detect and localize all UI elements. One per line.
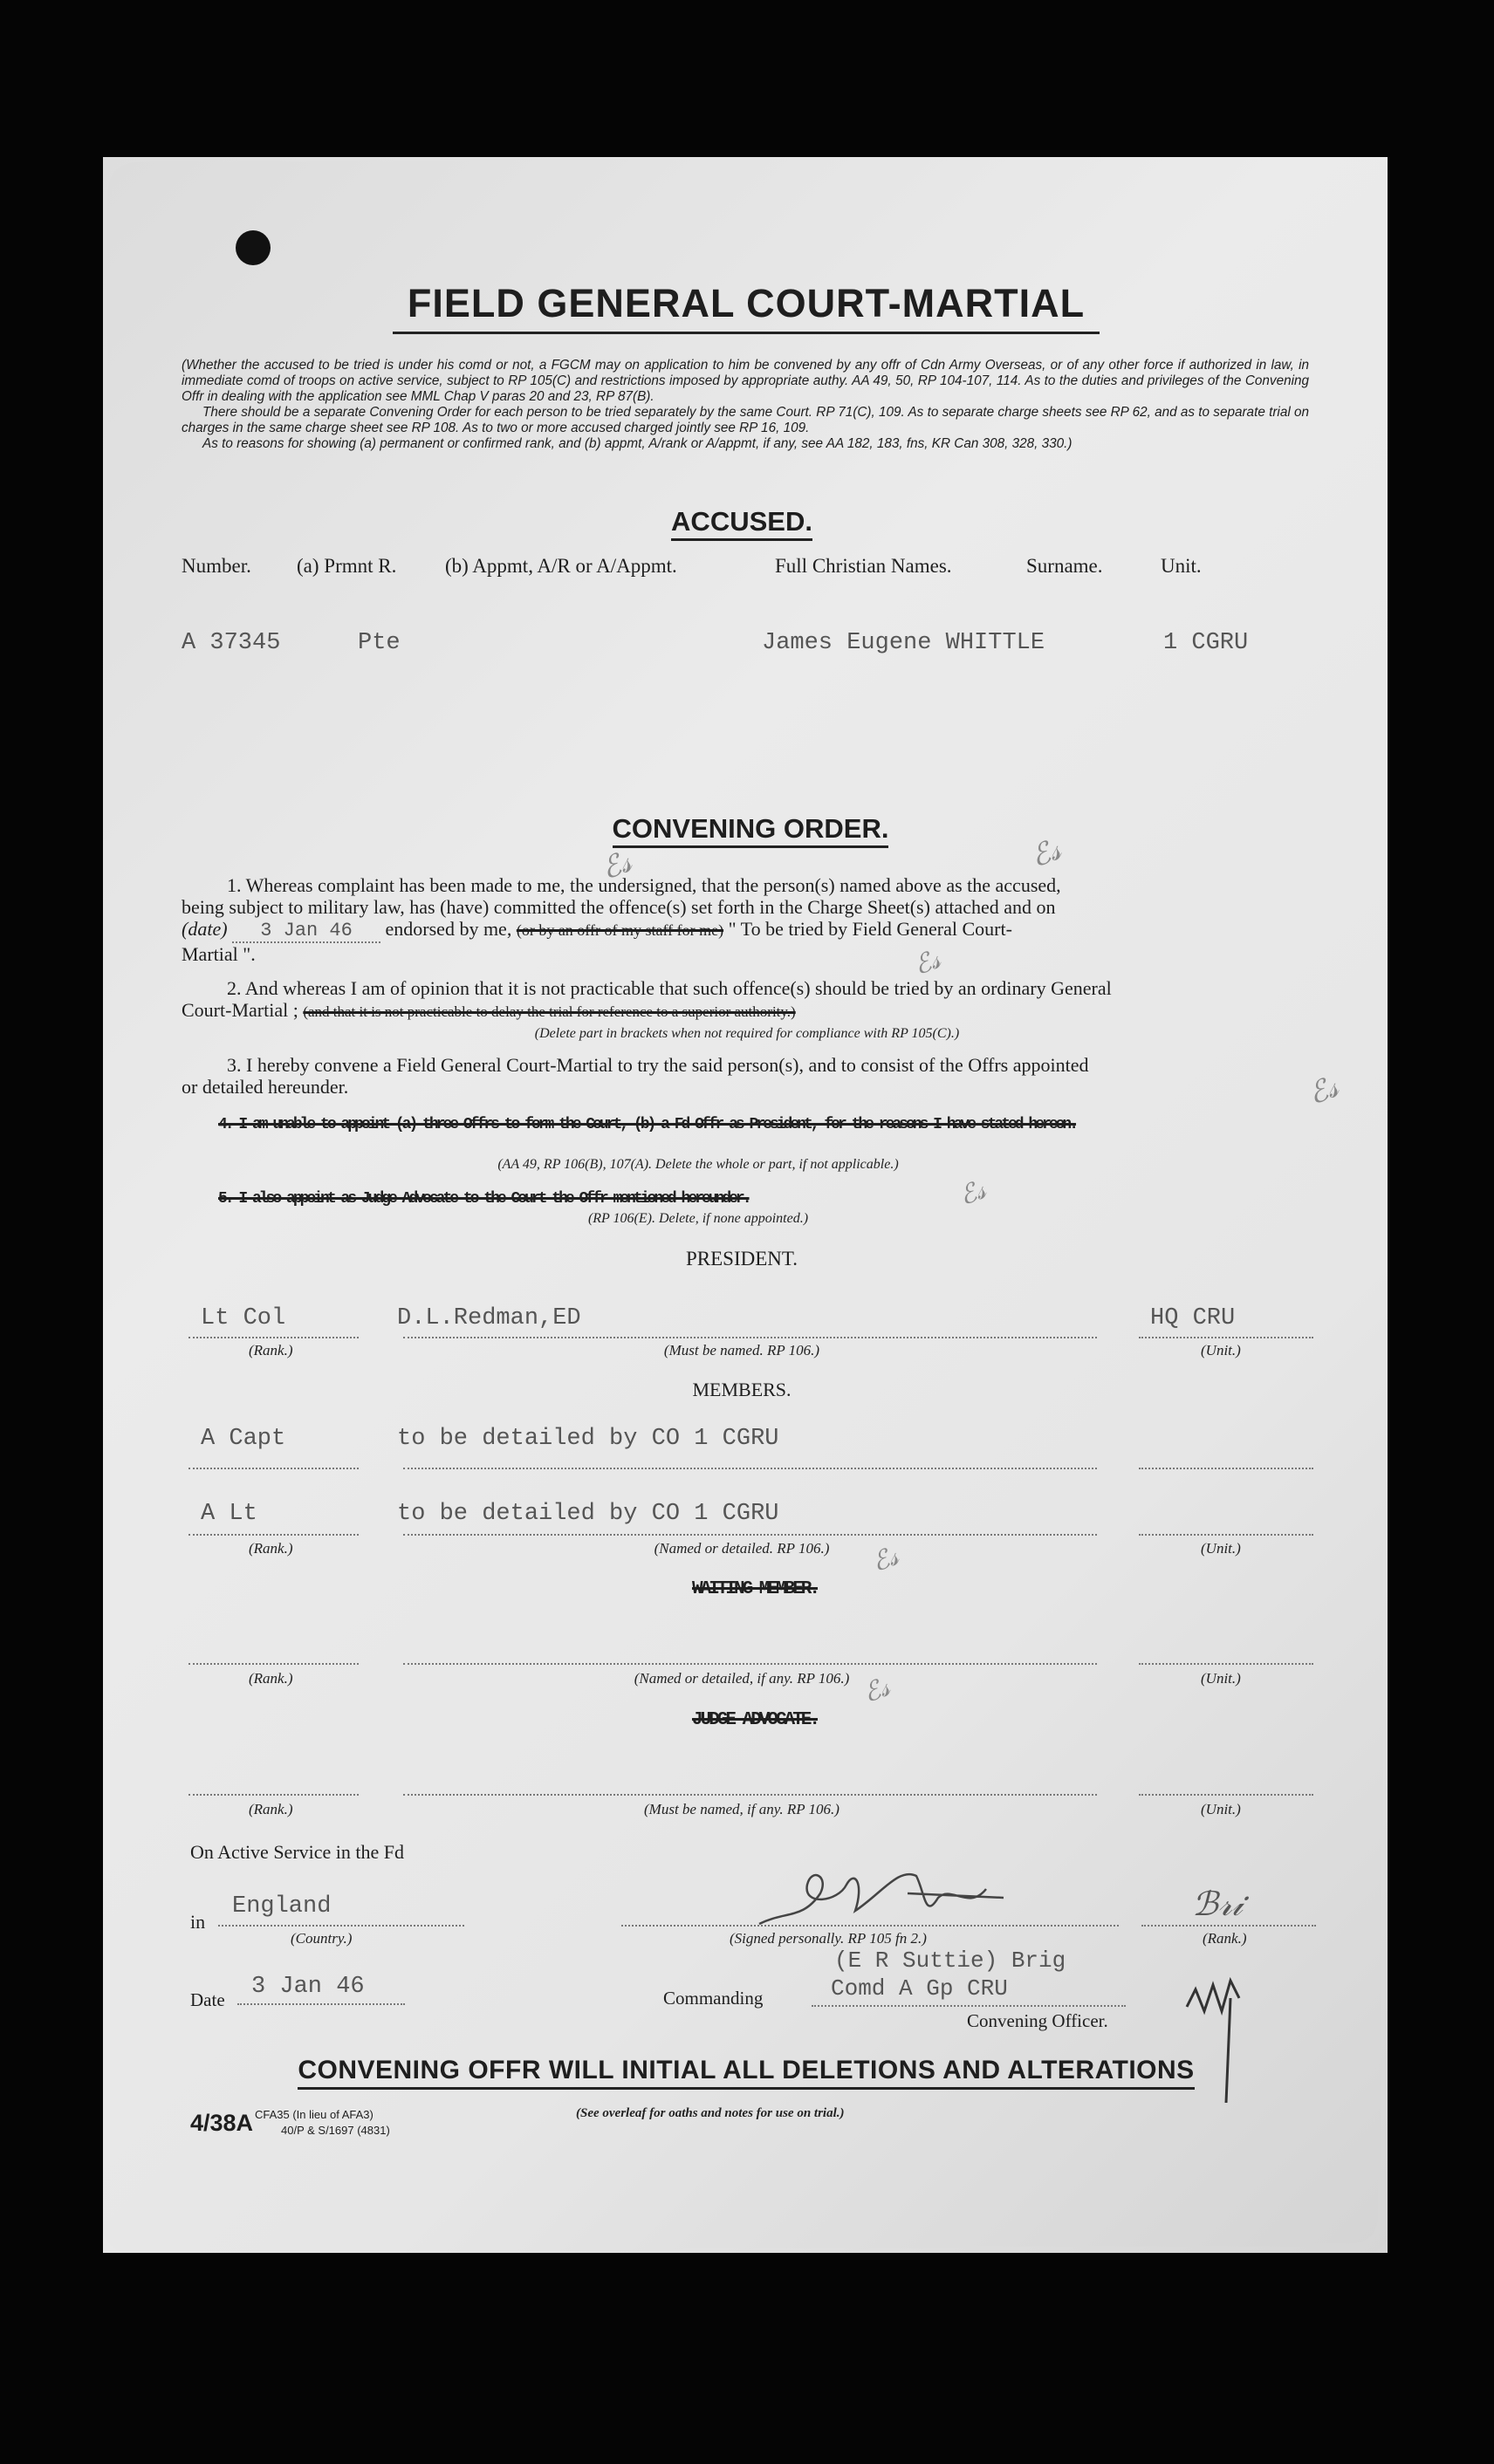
commanding-label: Commanding [663, 1988, 764, 2009]
p1-line-c [182, 918, 1312, 943]
initials-mark: ℰ𝓈 [597, 844, 636, 887]
col-christian-names: Full Christian Names. [775, 555, 952, 577]
judge-rank-line [188, 1794, 359, 1796]
instruction-1: (Whether the accused to be tried is under his comd or not, a FGCM may on application to him be convened by any offr of Cdn Army Overseas, or of any other force if authorized in law, in immediate comd of troops on active service, subject to RP 105(C) and restrictions imposed by appropriate authy. AA 49, 50, RP 104-107, 114. As to the duties and privileges of the Convening Offr in dealing with the application see MML Chap V paras 20 and 23, RP 87(B). [182, 358, 1309, 404]
form-title: FIELD GENERAL COURT-MARTIAL [407, 281, 1086, 325]
deletions-notice: CONVENING OFFR WILL INITIAL ALL DELETIONS AND ALTERATIONS [288, 2056, 1204, 2085]
judge-name-label: (Must be named, if any. RP 106.) [644, 1801, 840, 1817]
judge-unit-label: (Unit.) [1201, 1801, 1241, 1817]
waiting-unit-label: (Unit.) [1201, 1670, 1241, 1687]
rank-line [1141, 1925, 1316, 1927]
accused-column-headers [182, 555, 1316, 581]
waiting-unit-line [1139, 1663, 1313, 1665]
signed-label: (Signed personally. RP 105 fn 2.) [730, 1930, 927, 1947]
form-ref-1: CFA35 (In lieu of AFA3) [255, 2108, 374, 2121]
president-rank: Lt Col [201, 1305, 286, 1331]
initials-mark: ℰ𝓈 [867, 1541, 903, 1578]
member-1-rank: A Capt [201, 1426, 286, 1452]
endorsed-text: endorsed by me, [385, 918, 512, 940]
member-2-rank-line [188, 1534, 359, 1536]
members-name-label: (Named or detailed. RP 106.) [654, 1540, 830, 1557]
president-name-line [403, 1337, 1097, 1338]
paragraph-5-struck: 5. I also appoint as Judge Advocate to the Court the Offr mentioned hereunder. [218, 1190, 750, 1208]
instruction-3: As to reasons for showing (a) permanent or confirmed rank, and (b) appmt, A/rank or A/appmt, if any, see AA 182, 183, fns, KR Can 308, 328, 330.) [202, 436, 1073, 451]
active-service-text: On Active Service in the Fd [190, 1841, 405, 1863]
p2-line-a: 2. And whereas I am of opinion that it is not practicable that such offence(s) should be tried by an ordinary General [227, 977, 1112, 999]
order-date: 3 Jan 46 [251, 1974, 365, 2000]
signer-command: Comd A Gp CRU [831, 1975, 1008, 2002]
p2-line-b [182, 999, 1312, 1023]
date-label: Date [190, 1989, 225, 2010]
signer-name: (E R Suttie) Brig [834, 1947, 1066, 1974]
president-rank-label: (Rank.) [249, 1342, 293, 1359]
overleaf-note: (See overleaf for oaths and notes for use on trial.) [576, 2106, 845, 2120]
instructions [182, 358, 1309, 452]
member-2-unit-line [1139, 1534, 1313, 1536]
p3-line-b: or detailed hereunder. [182, 1076, 349, 1098]
commanding-line [812, 2005, 1126, 2007]
member-1-rank-line [188, 1468, 359, 1469]
initials-mark: ℰ𝓈 [859, 1672, 894, 1709]
waiting-name-line [403, 1663, 1097, 1665]
president-name-label: (Must be named. RP 106.) [663, 1342, 820, 1359]
accused-names: James Eugene WHITTLE [762, 630, 1045, 656]
member-2-name-line [403, 1534, 1097, 1536]
judge-unit-line [1139, 1794, 1313, 1796]
col-surname: Surname. [1026, 555, 1103, 577]
convening-heading: CONVENING ORDER. [541, 813, 960, 845]
accused-unit: 1 CGRU [1163, 630, 1249, 656]
p1-line-e: Martial ". [182, 943, 256, 965]
col-prmnt-rank: (a) Prmnt R. [297, 555, 397, 577]
members-heading: MEMBERS. [692, 1379, 792, 1400]
convening-paragraph-1 [182, 874, 1312, 965]
waiting-rank-line [188, 1663, 359, 1665]
judge-rank-label: (Rank.) [249, 1801, 293, 1817]
convening-officer-label: Convening Officer. [967, 2010, 1108, 2031]
country-line [218, 1925, 464, 1927]
country-label: (Country.) [291, 1930, 353, 1947]
convening-officer-initials [1178, 1972, 1257, 2112]
signature-line [621, 1925, 1119, 1927]
member-2-name: to be detailed by CO 1 CGRU [397, 1501, 779, 1527]
rank-label: (Rank.) [1203, 1930, 1247, 1947]
members-unit-label: (Unit.) [1201, 1540, 1241, 1557]
col-unit: Unit. [1161, 555, 1202, 577]
member-1-name-line [403, 1468, 1097, 1469]
initials-mark: ℰ𝓈 [909, 944, 945, 982]
members-rank-label: (Rank.) [249, 1540, 293, 1557]
president-unit: HQ CRU [1150, 1305, 1236, 1331]
president-rank-line [188, 1337, 359, 1338]
convening-paragraph-3 [182, 1054, 1312, 1098]
accused-rank: Pte [358, 630, 401, 656]
initials-mark: ℰ𝓈 [1304, 1069, 1343, 1112]
form-number: 4/38A [190, 2110, 254, 2136]
accused-heading: ACCUSED. [611, 506, 873, 537]
title-underline [393, 332, 1100, 334]
p2-struck: (and that it is not practicable to delay the trial for reference to a superior authority.) [303, 1003, 796, 1020]
country-value: England [232, 1893, 332, 1920]
p1-line-a: 1. Whereas complaint has been made to me, the undersigned, that the person(s) named above as the accused, [227, 874, 1061, 896]
p3-line-a: 3. I hereby convene a Field General Court-Martial to try the said person(s), and to consist of the Offrs appointed [227, 1054, 1089, 1076]
president-unit-line [1139, 1337, 1313, 1338]
staff-struck: (or by an offr of my staff for me) [516, 921, 724, 939]
col-number: Number. [182, 555, 251, 577]
p1-tried-text: " To be tried by Field General Court- [728, 918, 1012, 940]
p1-line-b: being subject to military law, has (have) committed the offence(s) set forth in the Charge Sheet(s) attached and on [182, 896, 1056, 918]
rank-handwritten: ℬ𝓇𝒾 [1192, 1885, 1243, 1923]
p2-gcm: Court-Martial ; [182, 999, 298, 1021]
waiting-rank-label: (Rank.) [249, 1670, 293, 1687]
member-1-unit-line [1139, 1468, 1313, 1469]
initials-mark: ℰ𝓈 [1026, 832, 1066, 875]
member-1-name: to be detailed by CO 1 CGRU [397, 1426, 779, 1452]
date-line [237, 2003, 405, 2005]
president-heading: PRESIDENT. [686, 1248, 798, 1270]
punch-hole [236, 230, 271, 265]
date-label: (date) [182, 918, 228, 940]
p2-note: (Delete part in brackets when not required for compliance with RP 105(C).) [534, 1026, 960, 1041]
endorsement-date: 3 Jan 46 [232, 920, 380, 943]
initials-mark: ℰ𝓈 [955, 1174, 990, 1212]
accused-number: A 37345 [182, 630, 281, 656]
form-ref-2: 40/P & S/1697 (4831) [281, 2124, 390, 2137]
judge-name-line [403, 1794, 1097, 1796]
instruction-2: There should be a separate Convening Order for each person to be tried separately by the same Court. RP 71(C), 109. As to separate charge sheets see RP 62, and as to separate trial on charges in the same charge sheet see RP 108. As to two or more accused charged jointly see RP 16, 109. [182, 405, 1309, 435]
col-appmt: (b) Appmt, A/R or A/Appmt. [445, 555, 677, 577]
member-2-rank: A Lt [201, 1501, 257, 1527]
judge-advocate-heading: JUDGE ADVOCATE. [691, 1710, 819, 1730]
paragraph-5-note: (RP 106(E). Delete, if none appointed.) [587, 1211, 809, 1226]
accused-entry [182, 630, 1316, 660]
president-unit-label: (Unit.) [1201, 1342, 1241, 1359]
waiting-member-heading: WAITING MEMBER. [691, 1579, 819, 1599]
in-label: in [190, 1911, 206, 1933]
paragraph-4-note: (AA 49, RP 106(B), 107(A). Delete the whole or part, if not applicable.) [497, 1157, 899, 1172]
waiting-name-label: (Named or detailed, if any. RP 106.) [634, 1670, 850, 1687]
convening-paragraph-2 [182, 977, 1312, 1044]
president-name: D.L.Redman,ED [397, 1305, 581, 1331]
paragraph-4-struck: 4. I am unable to appoint (a) three Offrs to form the Court, (b) a Fd Offr as President, for the reasons I have stated hereon. [218, 1116, 1077, 1133]
